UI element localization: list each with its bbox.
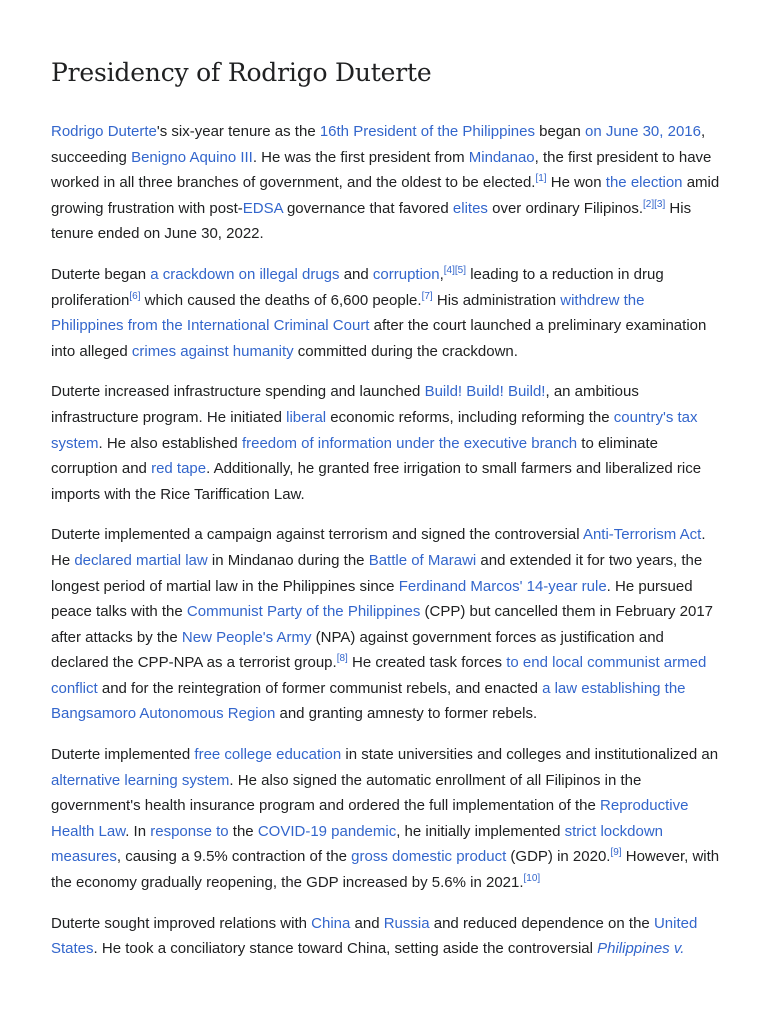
paragraph-drug-war [51,262,721,364]
text: committed during the crackdown. [293,342,518,360]
link-new-peoples-army[interactable]: New People's Army [181,628,312,646]
reference-link[interactable]: [4] [443,264,455,276]
text: , causing a 9.5% contraction of the [116,848,352,866]
link-philippines-v-china[interactable] [597,940,684,957]
reference-link[interactable]: [10] [523,873,541,885]
text: , [439,265,444,283]
text: Duterte implemented a campaign against terrorism and signed the controversial [51,526,583,544]
text: . He also signed the automatic enrollment of all Filipinos in the government's health insurance program and ordered the full implementation of the [51,771,642,815]
reference-2 [643,199,654,210]
link-alternative-learning-system[interactable]: alternative learning system [51,771,230,789]
link-battle-of-marawi[interactable]: Battle of Marawi [368,551,477,569]
link-strict-lockdown[interactable]: strict lockdown measures [51,822,664,866]
paragraph-terrorism [51,522,721,727]
paragraph-education-health [51,742,721,896]
reference-7 [422,291,433,302]
reference-3 [654,199,665,210]
text: and for the reintegration of former communist rebels, and enacted [97,679,543,697]
text: However, with the economy gradually reopening, the GDP increased by 5.6% in 2021. [51,848,720,892]
link-red-tape[interactable]: red tape [151,460,207,478]
link-mindanao[interactable]: Mindanao [468,148,535,166]
text: Duterte increased infrastructure spending and launched [51,383,425,401]
text: (CPP) but cancelled them in February 2017 after attacks by the [51,603,714,646]
text: over ordinary Filipinos. [487,199,643,217]
text: . He took a conciliatory stance toward China, setting aside the controversial [93,940,598,958]
paragraph-infrastructure [51,379,721,507]
reference-1 [535,173,546,184]
link-corruption[interactable]: corruption [372,265,440,283]
text: . He was the first president from [252,148,469,166]
reference-link[interactable]: [1] [535,173,547,185]
reference-link[interactable]: [9] [610,847,622,859]
text: Duterte began [51,265,151,283]
reference-5 [455,265,466,276]
text: He created task forces [347,654,507,672]
link-free-college-education[interactable]: free college education [194,746,342,764]
reference-link[interactable]: [6] [129,290,141,302]
text: , succeeding [51,123,706,166]
text: . He also established [98,434,242,452]
link-bangsamoro-law[interactable]: a law establishing the Bangsamoro Autonomous Region [51,679,686,723]
link-russia[interactable]: Russia [383,914,430,932]
text: Duterte sought improved relations with [51,914,312,932]
reference-6 [129,291,140,302]
text: in Mindanao during the [207,551,369,569]
text: He won [546,174,606,192]
text: began [534,123,586,140]
text: . In [125,822,151,840]
link-covid-19-pandemic[interactable]: COVID-19 pandemic [257,822,397,840]
text: His tenure ended on June 30, 2022. [51,199,692,243]
link-build-build-build[interactable]: Build! Build! Build! [424,383,546,401]
text: (NPA) against government forces as justification and declared the CPP-NPA as a terrorist group. [51,628,664,672]
link-rodrigo-duterte[interactable]: Rodrigo Duterte [51,123,157,140]
reference-10 [524,873,541,884]
text: (GDP) in 2020. [506,848,611,866]
link-16th-president[interactable]: 16th President of the Philippines [319,123,535,140]
text: which caused the deaths of 6,600 people. [140,291,422,309]
article-body [51,119,721,977]
text: 's six-year tenure as the [156,123,320,140]
link-reproductive-health-law[interactable]: Reproductive Health Law [51,797,689,840]
text: . Additionally, he granted free irrigation to small farmers and liberalized rice imports with the Rice Tariffication Law. [51,460,702,503]
text: in state universities and colleges and institutionalized an [341,746,719,764]
reference-9 [610,847,621,858]
link-crackdown-illegal-drugs[interactable]: a crackdown on illegal drugs [150,265,340,283]
reference-link[interactable]: [5] [454,264,467,276]
reference-8 [337,653,348,664]
reference-link[interactable]: [8] [336,653,348,665]
text: and granting amnesty to former rebels. [275,705,538,723]
link-response-to[interactable]: response to [150,822,229,840]
paragraph-tenure [51,119,721,247]
text: leading to a reduction in drug proliferation [51,265,664,309]
link-the-election[interactable]: the election [605,174,683,192]
text: and reduced dependence on the [429,914,654,932]
reference-link[interactable]: [7] [421,290,433,302]
link-united-states[interactable]: United States [51,914,698,958]
text: , the first president to have worked in all three branches of government, and the oldest to be elected. [51,148,712,192]
text: , an ambitious infrastructure program. He initiated [51,383,639,426]
link-marcos-rule[interactable]: Ferdinand Marcos' 14-year rule [398,577,607,595]
case-title: Philippines v. [597,940,685,958]
reference-link[interactable]: [3] [654,198,666,210]
text: and [339,265,373,283]
reference-4 [444,265,455,276]
page-title: Presidency of Rodrigo Duterte [51,58,432,87]
link-withdrew-icc[interactable]: withdrew the Philippines from the International Criminal Court [51,291,645,335]
text: . He pursued peace talks with the [51,577,693,621]
text: and extended it for two years, the longest period of martial law in the Philippines since [51,551,703,595]
link-communist-party[interactable]: Communist Party of the Philippines [186,603,421,621]
link-end-communist-conflict[interactable]: to end local communist armed conflict [51,654,707,697]
text: , he initially implemented [396,822,565,840]
text: His administration [432,291,561,309]
link-anti-terrorism-act[interactable]: Anti-Terrorism Act [582,526,702,544]
text: amid growing frustration with post- [51,174,720,217]
text: and [350,914,384,932]
link-tax-system[interactable]: country's tax system [51,408,698,452]
text: economic reforms, including reforming the [326,408,614,426]
link-benigno-aquino[interactable]: Benigno Aquino III [131,148,253,166]
link-liberal[interactable]: liberal [286,408,327,426]
text: after the court launched a preliminary examination into alleged [51,317,707,360]
link-elites[interactable]: elites [452,199,488,217]
link-crimes-against-humanity[interactable]: crimes against humanity [131,342,294,360]
text: Duterte implemented [51,746,195,764]
link-freedom-of-information[interactable]: freedom of information under the executive branch [241,434,578,452]
text: the [228,822,258,840]
paragraph-foreign-policy [51,911,721,962]
link-gross-domestic-product[interactable]: gross domestic product [351,848,507,866]
link-declared-martial-law[interactable]: declared martial law [74,551,208,569]
text: . He [51,526,706,569]
reference-link[interactable]: [2] [643,198,655,210]
text: governance that favored [282,199,453,217]
text: to eliminate corruption and [51,434,659,478]
link-china[interactable]: China [311,914,351,932]
link-edsa[interactable]: EDSA [242,199,283,217]
link-inauguration-date[interactable]: on June 30, 2016 [585,123,701,140]
